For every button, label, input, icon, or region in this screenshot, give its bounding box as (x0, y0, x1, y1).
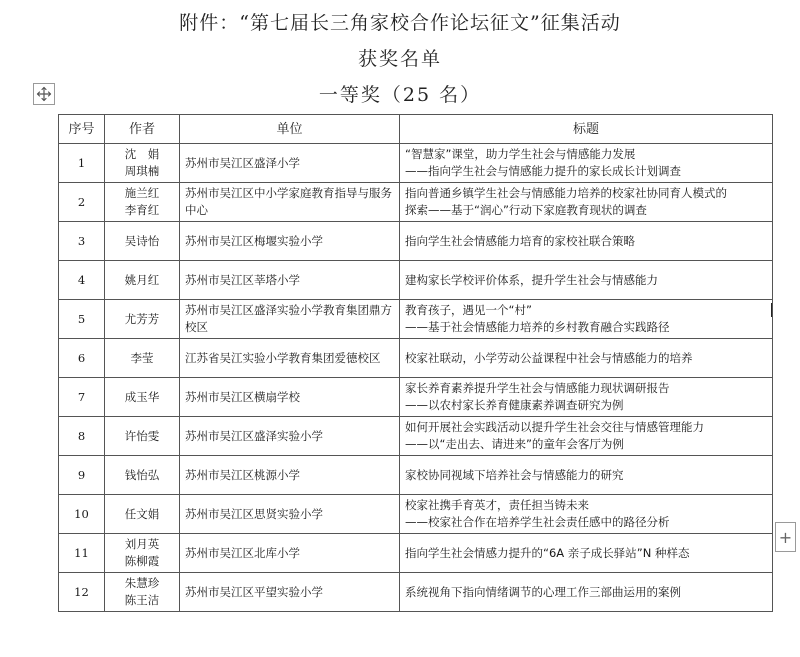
header-unit: 单位 (180, 115, 400, 144)
table-row (59, 417, 773, 456)
table-row (59, 378, 773, 417)
row-authors (105, 456, 180, 495)
row-title (400, 534, 773, 573)
title-line: ——指向学生社会与情感能力提升的家长成长计划调查 (405, 164, 681, 178)
author-name: 施兰红 (124, 186, 160, 200)
title-line: ——以农村家长养育健康素养调查研究为例 (405, 398, 624, 412)
author-name: 陈王洁 (124, 593, 160, 607)
row-index: 12 (59, 573, 105, 612)
awards-table (58, 114, 773, 612)
row-index: 7 (59, 378, 105, 417)
author-name: 钱怡弘 (124, 467, 160, 482)
author-name: 沈 娟 (124, 147, 160, 161)
table-row (59, 339, 773, 378)
title-line: 指向普通乡镇学生社会与情感能力培养的校家社协同育人模式的 (405, 186, 727, 200)
row-unit: 苏州市吴江区平望实验小学 (180, 573, 400, 612)
table-row (59, 222, 773, 261)
author-name: 姚月红 (124, 272, 160, 287)
row-index: 3 (59, 222, 105, 261)
header-index: 序号 (59, 115, 105, 144)
table-row (59, 144, 773, 183)
row-index: 2 (59, 183, 105, 222)
header-title: 标题 (400, 115, 773, 144)
title-line: 指向学生社会情感能力培育的家校社联合策略 (405, 233, 635, 248)
row-unit: 苏州市吴江区梅堰实验小学 (180, 222, 400, 261)
row-title (400, 417, 773, 456)
add-column-button[interactable]: + (775, 522, 796, 552)
row-authors (105, 144, 180, 183)
text-cursor (771, 303, 772, 317)
title-line: ——基于社会情感能力培养的乡村教育融合实践路径 (405, 320, 670, 334)
author-name: 尤芳芳 (124, 311, 160, 326)
author-name: 李莹 (130, 350, 154, 365)
author-name: 周琪楠 (124, 164, 160, 178)
table-row (59, 456, 773, 495)
title-line: 如何开展社会实践活动以提升学生社会交往与情感管理能力 (405, 420, 704, 434)
table-row (59, 261, 773, 300)
title-line: 家校协同视域下培养社会与情感能力的研究 (405, 467, 624, 482)
row-unit: 苏州市吴江区中小学家庭教育指导与服务中心 (180, 183, 400, 222)
row-index: 5 (59, 300, 105, 339)
author-name: 成玉华 (124, 389, 160, 404)
row-authors (105, 534, 180, 573)
row-unit: 苏州市吴江区思贤实验小学 (180, 495, 400, 534)
row-title (400, 183, 773, 222)
row-unit: 苏州市吴江区北库小学 (180, 534, 400, 573)
row-authors (105, 573, 180, 612)
row-title (400, 378, 773, 417)
row-index: 4 (59, 261, 105, 300)
row-unit: 苏州市吴江区盛泽小学 (180, 144, 400, 183)
author-name: 李育红 (124, 203, 160, 217)
row-index: 1 (59, 144, 105, 183)
title-line: “智慧家”课堂，助力学生社会与情感能力发展 (405, 147, 636, 161)
row-unit: 苏州市吴江区桃源小学 (180, 456, 400, 495)
title-line: 校家社携手育英才，责任担当铸未来 (405, 498, 589, 512)
author-name: 陈柳霞 (124, 554, 160, 568)
row-title (400, 339, 773, 378)
row-authors (105, 417, 180, 456)
row-title (400, 144, 773, 183)
title-line: 建构家长学校评价体系，提升学生社会与情感能力 (405, 272, 658, 287)
row-authors (105, 339, 180, 378)
row-index: 11 (59, 534, 105, 573)
row-index: 9 (59, 456, 105, 495)
author-name: 吴诗怡 (124, 233, 160, 248)
document-subtitle: 获奖名单 (357, 48, 442, 70)
row-unit: 江苏省吴江实验小学教育集团爱德校区 (180, 339, 400, 378)
title-line: 探索——基于“润心”行动下家庭教育现状的调查 (405, 203, 647, 217)
table-move-handle[interactable] (33, 83, 55, 105)
table-row (59, 495, 773, 534)
table-row (59, 573, 773, 612)
row-title (400, 261, 773, 300)
row-unit: 苏州市吴江区横扇学校 (180, 378, 400, 417)
header-author: 作者 (105, 115, 180, 144)
table-header-row (59, 115, 773, 144)
row-authors (105, 495, 180, 534)
title-line: 系统视角下指向情绪调节的心理工作三部曲运用的案例 (405, 584, 681, 599)
author-name: 刘月英 (124, 537, 160, 551)
row-unit: 苏州市吴江区盛泽实验小学 (180, 417, 400, 456)
document-title: 附件：“第七届长三角家校合作论坛征文”征集活动 (179, 12, 621, 34)
row-authors (105, 261, 180, 300)
row-index: 10 (59, 495, 105, 534)
row-unit: 苏州市吴江区莘塔小学 (180, 261, 400, 300)
award-level-heading: 一等奖（25 名） (318, 84, 482, 106)
row-title (400, 573, 773, 612)
row-unit: 苏州市吴江区盛泽实验小学教育集团鼎方校区 (180, 300, 400, 339)
row-title (400, 300, 773, 339)
move-arrows-icon (36, 86, 52, 102)
row-title (400, 456, 773, 495)
table-row (59, 183, 773, 222)
title-line: 教育孩子，遇见一个“村” (405, 303, 532, 317)
title-line: 校家社联动，小学劳动公益课程中社会与情感能力的培养 (405, 350, 693, 365)
row-title (400, 222, 773, 261)
title-line: 指向学生社会情感力提升的“6A 亲子成长驿站”N 种样态 (405, 545, 690, 560)
author-name: 许怡雯 (124, 428, 160, 443)
title-line: ——校家社合作在培养学生社会责任感中的路径分析 (405, 515, 670, 529)
row-authors (105, 183, 180, 222)
row-authors (105, 378, 180, 417)
row-title (400, 495, 773, 534)
row-authors (105, 222, 180, 261)
title-line: ——以“走出去、请进来”的童年会客厅为例 (405, 437, 624, 451)
author-name: 朱慧珍 (124, 576, 160, 590)
title-line: 家长养育素养提升学生社会与情感能力现状调研报告 (405, 381, 670, 395)
row-authors (105, 300, 180, 339)
table-row (59, 300, 773, 339)
table-row (59, 534, 773, 573)
author-name: 任文娟 (124, 506, 160, 521)
row-index: 8 (59, 417, 105, 456)
row-index: 6 (59, 339, 105, 378)
